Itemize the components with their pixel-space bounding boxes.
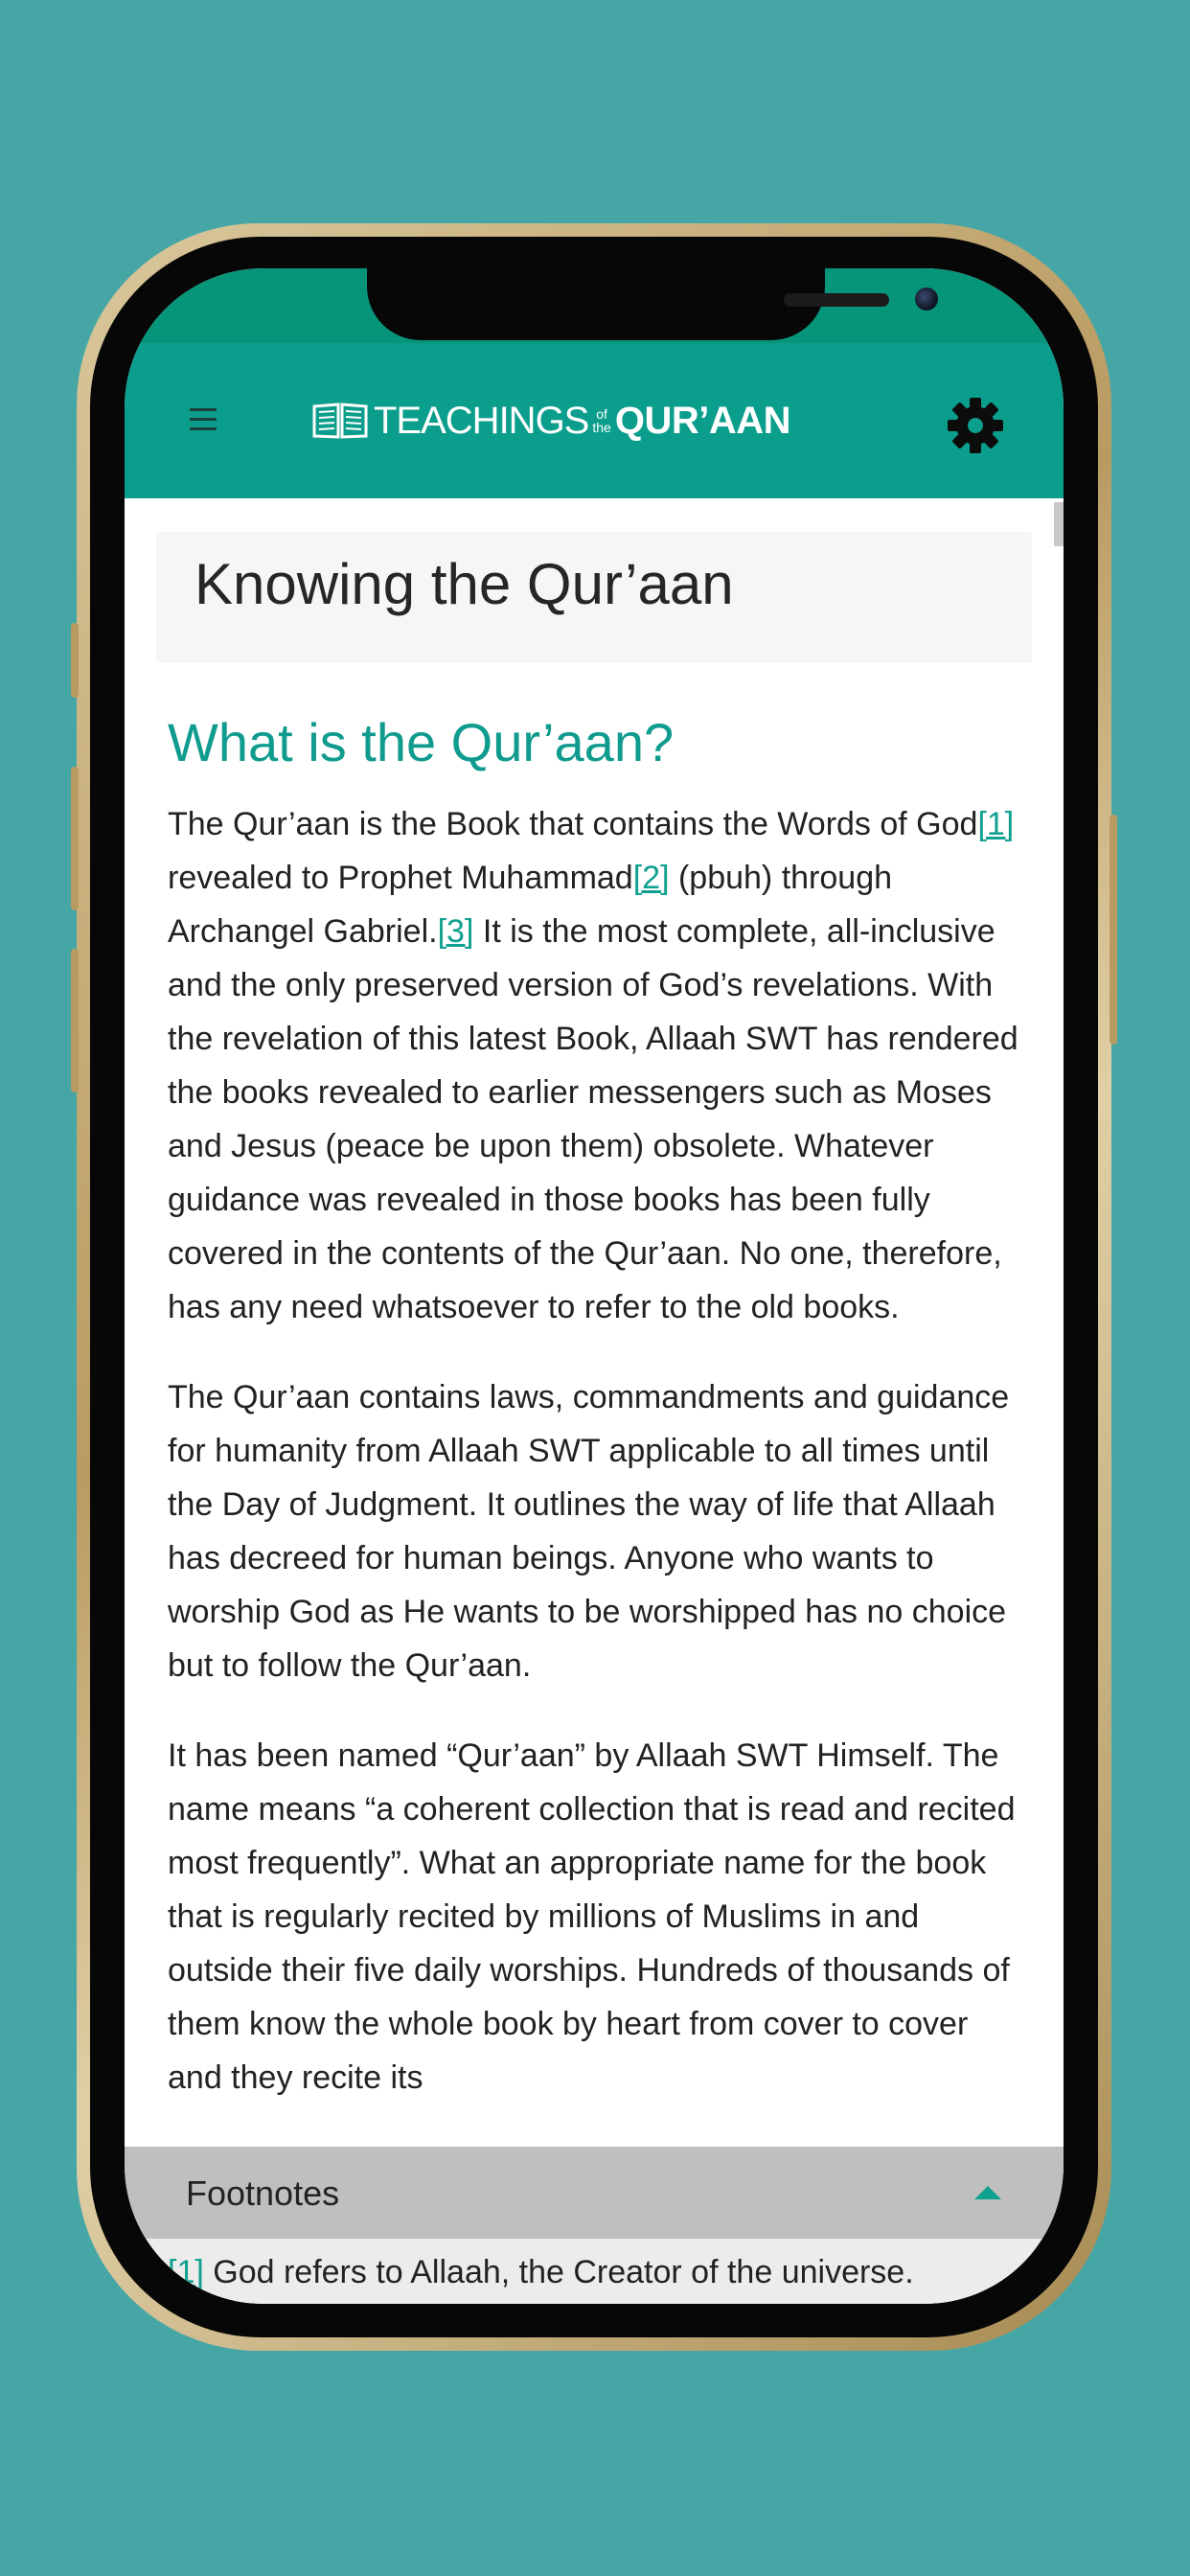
footnote-item-ref[interactable]: [1] (168, 2254, 204, 2290)
paragraph-1-text-1: The Qur’aan is the Book that contains the Words of God (168, 806, 978, 842)
article-body (168, 797, 1025, 2141)
footnote-link-3[interactable]: [3] (437, 913, 474, 950)
footnote-link-1[interactable]: [1] (977, 806, 1015, 842)
phone-volume-down-button (71, 949, 79, 1092)
footnotes-label: Footnotes (186, 2174, 340, 2213)
scrollbar-thumb[interactable] (1054, 502, 1064, 546)
footnote-link-2[interactable]: [2] (632, 860, 670, 896)
hamburger-menu-icon[interactable] (190, 408, 217, 431)
logo-the: the (592, 420, 611, 435)
phone-screen (125, 268, 1064, 2304)
app-header (125, 343, 1064, 498)
paragraph-1-text-2: revealed to Prophet Muhammad (168, 860, 633, 896)
page-title: Knowing the Qur’aan (195, 552, 734, 616)
caret-up-icon[interactable] (974, 2186, 1001, 2199)
paragraph-3: It has been named “Qur’aan” by Allaah SWT Himself. The name means “a coherent collection that is read and recited most frequently”. What an appropriate name for the book that is regularly recited by millions of Muslims in and outside their five daily worships. Hundreds of thousands of them know the whole book by heart from cover to cover and they recite its (168, 1737, 1016, 2096)
front-camera (915, 288, 938, 310)
phone-power-button (1110, 815, 1117, 1045)
logo-teachings-text: TEACHINGS (374, 399, 589, 442)
logo-quran-text: QUR’AAN (614, 399, 790, 442)
gear-icon[interactable] (947, 397, 1004, 454)
footnote-text (168, 2254, 914, 2291)
open-book-icon (312, 402, 368, 440)
app-logo[interactable] (312, 397, 790, 445)
footnote-item-text: God refers to Allaah, the Creator of the universe. (203, 2254, 914, 2290)
article-content[interactable] (125, 498, 1064, 2147)
footnotes-toggle-bar[interactable] (125, 2147, 1064, 2239)
logo-of-the-text (592, 407, 610, 434)
paragraph-1-text-4: It is the most complete, all-inclusive and the only preserved version of God’s revelations. With the revelation of this latest Book, Allaah SWT has rendered the books revealed to earlier messengers such as Moses and Jesus (peace be upon them) obsolete. Whatever guidance was revealed in those books has been fully covered in the contents of the Qur’aan. No one, therefore, has any need whatsoever to refer to the old books. (168, 913, 1018, 1325)
section-heading: What is the Qur’aan? (168, 712, 675, 772)
phone-silent-switch (71, 623, 79, 698)
speaker-grille (784, 293, 889, 307)
phone-volume-up-button (71, 767, 79, 910)
paragraph-2: The Qur’aan contains laws, commandments and guidance for humanity from Allaah SWT applicable to all times until the Day of Judgment. It outlines the way of life that Allaah has decreed for human beings. Anyone who wants to worship God as He wants to be worshipped has no choice but to follow the Qur’aan. (168, 1379, 1010, 1684)
logo-of: of (596, 406, 607, 422)
paragraph-1 (168, 797, 1025, 1334)
footnote-item (125, 2239, 1064, 2304)
phone-notch (367, 268, 825, 340)
paragraph-1-text-3: (pbuh) through Archangel Gabriel. (168, 860, 893, 950)
